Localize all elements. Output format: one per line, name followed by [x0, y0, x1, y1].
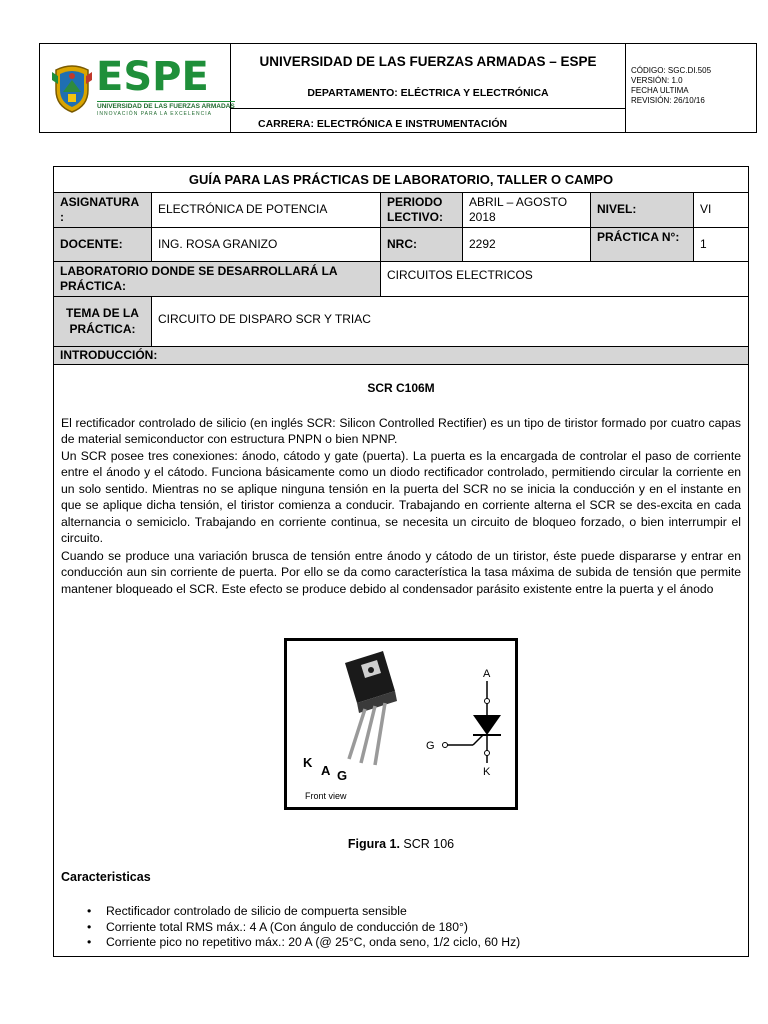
header-title-cell	[231, 44, 626, 132]
docente-value: ING. ROSA GRANIZO	[152, 228, 381, 261]
department-name: DEPARTAMENTO: ELÉCTRICA Y ELECTRÓNICA	[307, 87, 549, 99]
career-name: CARRERA: ELECTRÓNICA E INSTRUMENTACIÓN	[258, 118, 508, 130]
nrc-label: NRC:	[381, 228, 463, 261]
bullet-icon: •	[87, 904, 92, 918]
intro-paragraph-2: Un SCR posee tres conexiones: ánodo, cátodo y gate (puerta). La puerta es la encargada de controlar el paso de corriente entre el ánodo y el cátodo. Funciona básicamente como un diodo rectificador controlado, permitiendo circular la corriente en un solo sentido. Mientras no se aplique ninguna tensión en la puerta del SCR no se inicia la conducción y en el instante en que se aplique dicha tensión, el tiristor comienza a conducir. Trabajando en corriente alterna el SCR se des-excita en cada alternancia o semiciclo. Trabajando en corriente continua, se necesita un circuito de bloqueo forzado, o bien interrumpir el circuito.	[61, 449, 741, 546]
intro-paragraph-3: Cuando se produce una variación brusca de tensión entre ánodo y cátodo de un tiristor, éste puede dispararse y entrar en conducción aun sin corriente de puerta. Por ello se da como característica la tasa máxima de subida de tensión que permite mantener bloqueado el SCR. Este efecto se produce debido al condensador parásito existente entre la puerta y el ánodo	[61, 549, 741, 596]
asignatura-value: ELECTRÓNICA DE POTENCIA	[152, 193, 381, 227]
symbol-gate-label: G	[426, 740, 435, 752]
figure-caption	[54, 837, 748, 851]
nivel-value: VI	[700, 202, 712, 216]
introduccion-label: INTRODUCCIÓN:	[60, 348, 158, 362]
meta-code: CÓDIGO: SGC.DI.505	[631, 66, 712, 75]
characteristic-text: Corriente total RMS máx.: 4 A (Con ángulo de conducción de 180°)	[106, 919, 468, 934]
meta-revision: REVISIÓN: 26/10/16	[631, 96, 705, 105]
characteristics-heading: Caracteristicas	[61, 870, 151, 884]
docente-label: DOCENTE:	[54, 228, 152, 261]
practica-label: PRÁCTICA N°:	[591, 228, 694, 261]
row-docente	[54, 228, 748, 262]
figure-caption-number: Figura 1.	[347, 837, 400, 851]
guide-title: GUÍA PARA LAS PRÁCTICAS DE LABORATORIO, TALLER O CAMPO	[188, 172, 614, 187]
guide-box	[53, 166, 749, 957]
characteristics-list	[84, 904, 520, 951]
scr-package-icon	[345, 651, 397, 765]
symbol-cathode-label: K	[483, 766, 491, 778]
document-meta	[631, 66, 711, 106]
logo-tagline: INNOVACIÓN PARA LA EXCELENCIA	[97, 111, 212, 117]
front-view-label: Front view	[305, 791, 347, 801]
bullet-icon: •	[87, 919, 92, 934]
practica-value: 1	[700, 237, 707, 251]
symbol-anode-label: A	[483, 668, 491, 680]
meta-date-label: FECHA ULTIMA	[631, 86, 689, 95]
logo-cell	[40, 44, 235, 132]
row-laboratorio	[54, 262, 748, 297]
pin-g-label: G	[337, 768, 348, 783]
logo-subtitle: UNIVERSIDAD DE LAS FUERZAS ARMADAS	[97, 103, 235, 110]
periodo-label: PERIODO LECTIVO:	[381, 193, 463, 227]
row-asignatura	[54, 193, 748, 228]
document-meta-cell	[626, 44, 756, 132]
row-introduccion	[54, 347, 748, 365]
nrc-value: 2292	[463, 228, 591, 261]
list-item	[84, 935, 520, 951]
intro-heading: SCR C106M	[367, 381, 435, 395]
tema-value: CIRCUITO DE DISPARO SCR Y TRIAC	[158, 312, 371, 326]
espe-logo-word: ESPE	[96, 54, 209, 100]
figure-caption-text: SCR 106	[399, 837, 455, 851]
espe-shield-icon	[50, 62, 94, 114]
document-header	[39, 43, 757, 133]
characteristic-text: Rectificador controlado de silicio de compuerta sensible	[106, 904, 407, 918]
university-name: UNIVERSIDAD DE LAS FUERZAS ARMADAS – ESPE	[259, 54, 597, 69]
list-item	[84, 904, 520, 920]
characteristic-text: Corriente pico no repetitivo máx.: 20 A (@ 25°C, onda seno, 1/2 ciclo, 60 Hz)	[106, 935, 521, 949]
scr-figure-drawing	[287, 641, 515, 807]
pin-k-label: K	[303, 755, 313, 770]
bullet-icon: •	[87, 935, 92, 949]
header-divider	[231, 108, 625, 109]
scr-symbol-icon	[443, 681, 502, 763]
row-tema	[54, 297, 748, 347]
tema-label: TEMA DE LA PRÁCTICA:	[54, 297, 152, 346]
guide-title-row	[54, 167, 748, 193]
periodo-value: ABRIL – AGOSTO 2018	[463, 193, 591, 227]
list-item	[84, 920, 520, 936]
asignatura-label: ASIGNATURA :	[54, 193, 152, 227]
nivel-label: NIVEL:	[591, 193, 694, 227]
pin-a-label: A	[321, 763, 331, 778]
meta-version: VERSIÓN: 1.0	[631, 76, 683, 85]
scr-figure	[284, 638, 518, 810]
intro-paragraph-1: El rectificador controlado de silicio (en inglés SCR: Silicon Controlled Rectifier) es un tipo de tiristor formado por cuatro capas de material semiconductor con estructura PNPN o bien NPNP.	[61, 416, 741, 447]
laboratorio-value: CIRCUITOS ELECTRICOS	[387, 268, 533, 282]
laboratorio-label: LABORATORIO DONDE SE DESARROLLARÁ LA PRÁCTICA:	[54, 262, 381, 296]
